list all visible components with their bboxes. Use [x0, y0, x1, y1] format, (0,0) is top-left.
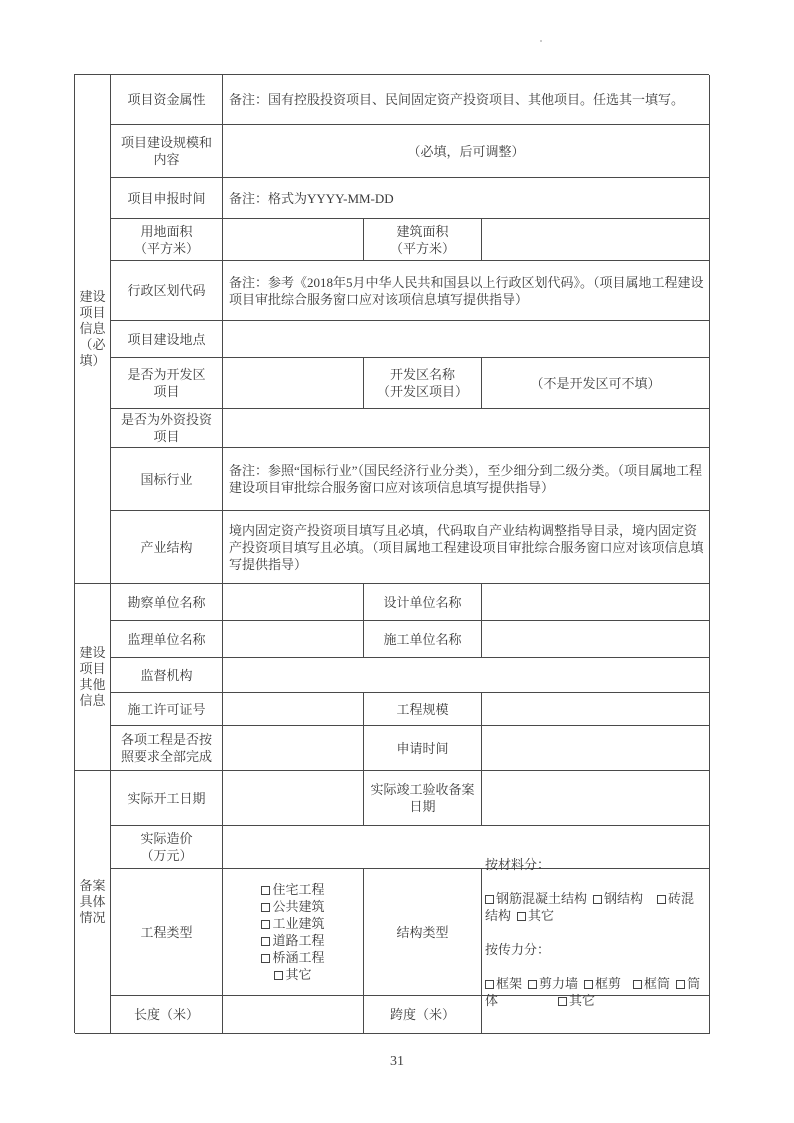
location-label: 项目建设地点 — [111, 321, 223, 358]
page-number: 31 — [390, 1054, 404, 1069]
checkbox-icon[interactable] — [517, 912, 526, 921]
apply-time-value — [482, 726, 710, 771]
structure-material-option[interactable] — [517, 908, 554, 923]
option-label: 桥涵工程 — [272, 950, 325, 965]
option-label: 砖混结构 — [485, 890, 695, 923]
apply-time-label: 申请时间 — [364, 726, 482, 771]
structure-force-option[interactable] — [528, 976, 578, 991]
checkbox-icon[interactable] — [584, 980, 593, 989]
checkbox-icon[interactable] — [261, 937, 270, 946]
structure-force-option[interactable] — [584, 976, 621, 991]
option-label: 框架 — [496, 975, 523, 991]
project-type-option[interactable] — [261, 915, 324, 932]
all-completed-value — [223, 726, 364, 771]
span-value — [482, 996, 710, 1034]
checkbox-icon[interactable] — [261, 920, 270, 929]
construction-unit-label: 施工单位名称 — [364, 621, 482, 658]
dev-zone-name-label: 开发区名称 （开发区项目） — [364, 358, 482, 409]
by-material-heading: 按材料分： — [485, 856, 551, 872]
supervision-unit-value — [223, 621, 364, 658]
is-dev-zone-label: 是否为开发区 项目 — [111, 358, 223, 409]
option-label: 框剪 — [595, 975, 622, 991]
option-label: 筒体 — [485, 975, 701, 1008]
building-area-label: 建筑面积 （平方米） — [364, 219, 482, 261]
option-label: 其它 — [285, 967, 312, 982]
survey-unit-label: 勘察单位名称 — [111, 584, 223, 621]
scale-content-label: 项目建设规模和 内容 — [111, 125, 223, 178]
structure-material-option[interactable] — [593, 891, 643, 906]
length-value — [223, 996, 364, 1034]
scan-speck — [540, 40, 542, 42]
land-area-value — [223, 219, 364, 261]
project-type-label: 工程类型 — [111, 869, 223, 996]
structure-type-options — [482, 856, 710, 1008]
actual-completion-label: 实际竣工验收备案 日期 — [364, 771, 482, 826]
option-label: 住宅工程 — [272, 882, 325, 897]
option-label: 钢筋混凝土结构 — [496, 890, 588, 906]
actual-start-label: 实际开工日期 — [111, 771, 223, 826]
industry-value: 备注：参照“国标行业”（国民经济行业分类），至少细分到二级分类。（项目属地工程建设项目审批综合服务窗口应对该项信息填写提供指导） — [223, 448, 710, 511]
is-dev-zone-value — [223, 358, 364, 409]
checkbox-icon[interactable] — [593, 895, 602, 904]
option-label: 钢结构 — [604, 890, 644, 906]
project-type-checkbox-list — [261, 881, 324, 983]
checkbox-icon[interactable] — [528, 980, 537, 989]
checkbox-icon[interactable] — [261, 954, 270, 963]
option-label: 道路工程 — [272, 933, 325, 948]
section-label-project-info: 建设 项目 信息 （必 填） — [75, 75, 111, 584]
structure-force-option[interactable] — [633, 976, 670, 991]
project-filing-form-table — [74, 74, 709, 1033]
admin-code-value: 备注：参考《2018年5月中华人民共和国县以上行政区划代码》。（项目属地工程建设项目审批综合服务窗口应对该项信息填写提供指导） — [223, 261, 710, 321]
by-material-options — [485, 890, 705, 924]
survey-unit-value — [223, 584, 364, 621]
location-value — [223, 321, 710, 358]
actual-cost-label: 实际造价 （万元） — [111, 826, 223, 869]
project-type-option[interactable] — [261, 932, 324, 949]
structure-type-label: 结构类型 — [364, 869, 482, 996]
structure-material-option[interactable] — [485, 891, 587, 906]
project-type-option[interactable] — [261, 881, 324, 898]
is-foreign-value — [223, 409, 710, 448]
industrial-structure-label: 产业结构 — [111, 511, 223, 584]
option-label: 工业建筑 — [272, 916, 325, 931]
span-label: 跨度（米） — [364, 996, 482, 1034]
all-completed-label: 各项工程是否按 照要求全部完成 — [111, 726, 223, 771]
project-scale-value — [482, 693, 710, 726]
construction-unit-value — [482, 621, 710, 658]
checkbox-icon[interactable] — [657, 895, 666, 904]
project-type-options — [223, 869, 364, 996]
industrial-structure-value: 境内固定资产投资项目填写且必填，代码取自产业结构调整指导目录，境内固定资产投资项目填写且必填。（项目属地工程建设项目审批综合服务窗口应对该项信息填写提供指导） — [223, 511, 710, 584]
checkbox-icon[interactable] — [676, 980, 685, 989]
section-label-other-info: 建设 项目 其他 信息 — [75, 584, 111, 771]
actual-start-value — [223, 771, 364, 826]
length-label: 长度（米） — [111, 996, 223, 1034]
option-label: 框筒 — [644, 975, 671, 991]
option-label: 公共建筑 — [272, 899, 325, 914]
scale-content-value: （必填，后可调整） — [223, 125, 710, 178]
land-area-label: 用地面积 （平方米） — [111, 219, 223, 261]
building-area-value — [482, 219, 710, 261]
admin-code-label: 行政区划代码 — [111, 261, 223, 321]
permit-no-value — [223, 693, 364, 726]
project-type-option[interactable] — [261, 949, 324, 966]
checkbox-icon[interactable] — [261, 903, 270, 912]
design-unit-value — [482, 584, 710, 621]
structure-force-option[interactable] — [485, 976, 522, 991]
checkbox-icon[interactable] — [485, 980, 494, 989]
project-type-option[interactable] — [261, 898, 324, 915]
dev-zone-name-value: （不是开发区可不填） — [482, 358, 710, 409]
section-label-filing: 备案 具体 情况 — [75, 771, 111, 1034]
supervising-agency-value — [223, 658, 710, 693]
project-type-option[interactable] — [274, 966, 311, 983]
supervision-unit-label: 监理单位名称 — [111, 621, 223, 658]
option-label: 剪力墙 — [539, 975, 579, 991]
checkbox-icon[interactable] — [485, 895, 494, 904]
checkbox-icon[interactable] — [633, 980, 642, 989]
permit-no-label: 施工许可证号 — [111, 693, 223, 726]
project-scale-label: 工程规模 — [364, 693, 482, 726]
design-unit-label: 设计单位名称 — [364, 584, 482, 621]
report-time-value: 备注：格式为YYYY-MM-DD — [223, 178, 710, 219]
fund-attribute-label: 项目资金属性 — [111, 75, 223, 125]
fund-attribute-value: 备注：国有控股投资项目、民间固定资产投资项目、其他项目。任选其一填写。 — [223, 75, 710, 125]
option-label: 其它 — [528, 907, 555, 923]
report-time-label: 项目申报时间 — [111, 178, 223, 219]
industry-label: 国标行业 — [111, 448, 223, 511]
by-force-heading: 按传力分： — [485, 941, 551, 957]
checkbox-icon[interactable] — [261, 886, 270, 895]
actual-completion-value — [482, 771, 710, 826]
is-foreign-label: 是否为外资投资 项目 — [111, 409, 223, 448]
option-label: 其它 — [569, 992, 596, 1008]
supervising-agency-label: 监督机构 — [111, 658, 223, 693]
checkbox-icon[interactable] — [274, 971, 283, 980]
